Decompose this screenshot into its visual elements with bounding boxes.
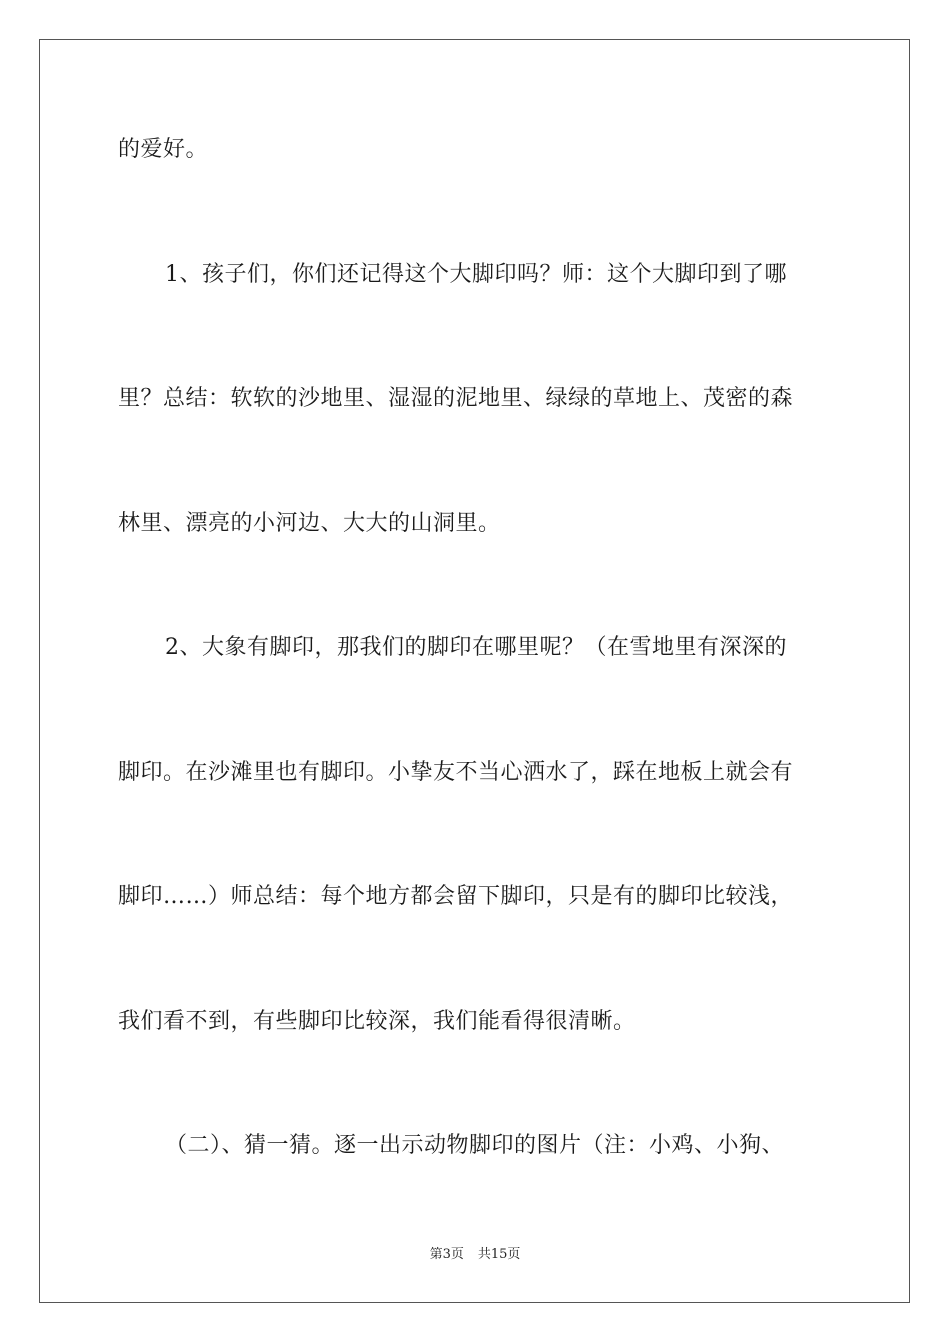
paragraph-line: 2、大象有脚印，那我们的脚印在哪里呢？（在雪地里有深深的: [165, 635, 787, 660]
paragraph-line: 里？总结：软软的沙地里、湿湿的泥地里、绿绿的草地上、茂密的森: [118, 386, 794, 411]
page-total: 共15页: [477, 1247, 521, 1262]
page-number: 第3页: [429, 1247, 464, 1262]
paragraph-line: 我们看不到，有些脚印比较深，我们能看得很清晰。: [118, 1009, 636, 1034]
page-footer: [0, 1246, 950, 1264]
paragraph-line: 的爱好。: [118, 137, 209, 162]
paragraph-line: 脚印……）师总结：每个地方都会留下脚印，只是有的脚印比较浅，: [118, 884, 794, 909]
paragraph-line: 1、孩子们，你们还记得这个大脚印吗？师：这个大脚印到了哪: [165, 262, 787, 287]
page-border: [39, 39, 910, 1303]
paragraph-line: 脚印。在沙滩里也有脚印。小挚友不当心洒水了，踩在地板上就会有: [118, 760, 794, 785]
paragraph-line: （二）、猜一猜。逐一出示动物脚印的图片（注：小鸡、小狗、: [165, 1133, 785, 1158]
paragraph-line: 林里、漂亮的小河边、大大的山洞里。: [118, 511, 501, 536]
